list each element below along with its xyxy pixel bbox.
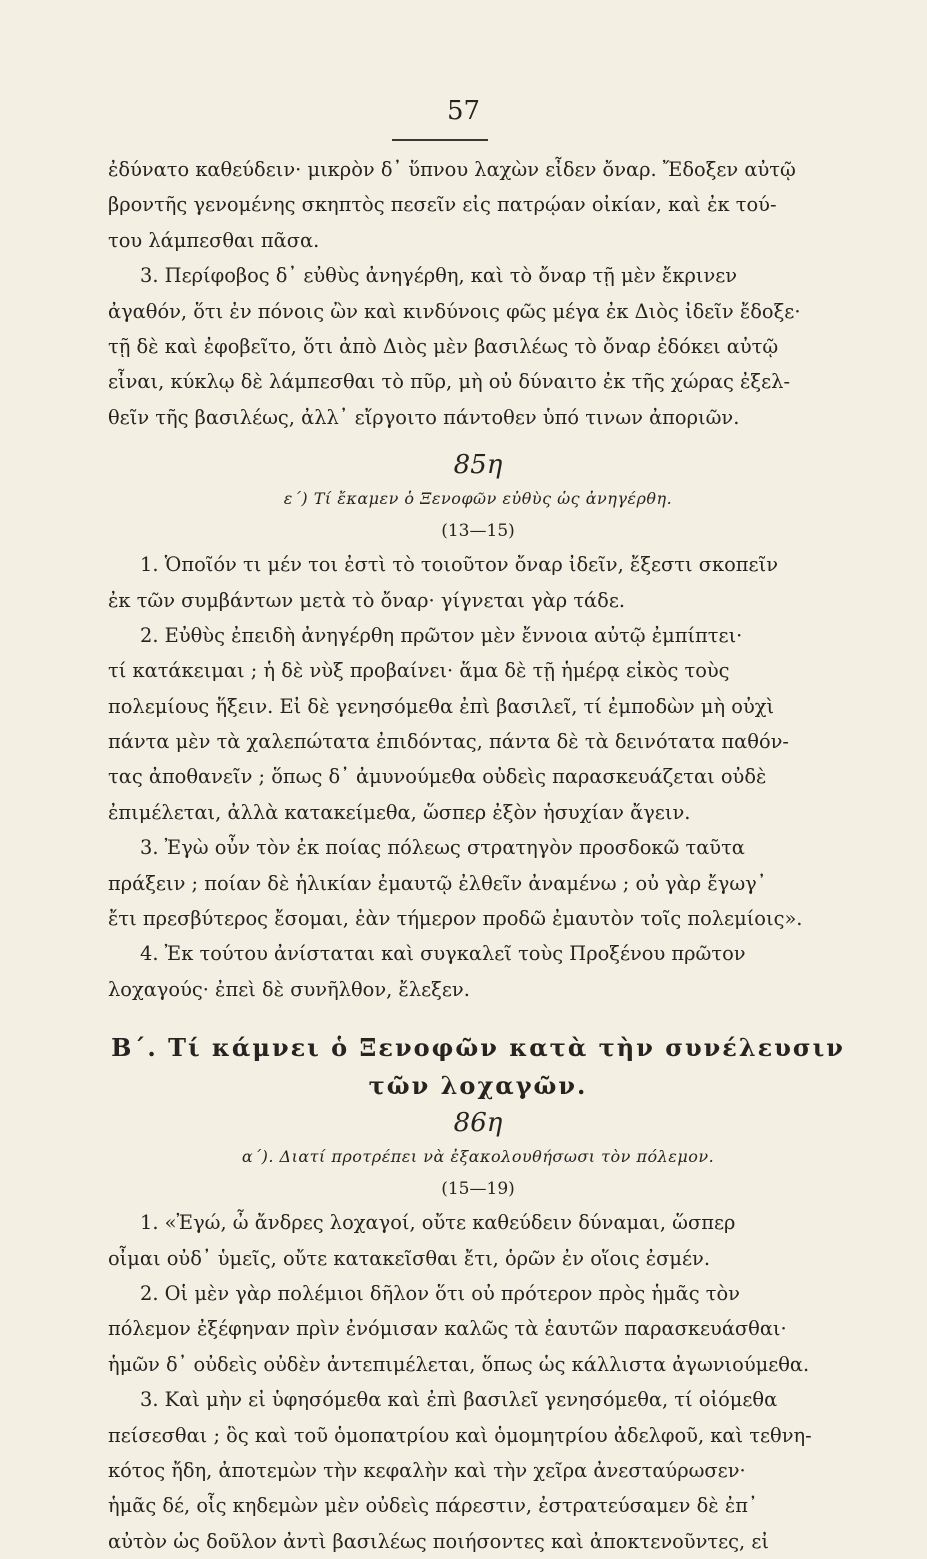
text-line: πόλεμον ἐξέφηναν πρὶν ἐνόμισαν καλῶς τὰ ἑαυτῶν παρασκευάσθαι· xyxy=(108,1317,787,1341)
text-line: ἔτι πρεσβύτερος ἔσομαι, ἐὰν τήμερον προδῶ ἐμαυτὸν τοῖς πολεμίοις». xyxy=(108,907,803,931)
lesson85-paragraph-3 xyxy=(108,830,848,936)
text-line: 3. Ἐγὼ οὖν τὸν ἐκ ποίας πόλεως στρατηγὸν προσδοκῶ ταῦτα xyxy=(140,836,745,860)
text-line: πείσεσθαι ; ὃς καὶ τοῦ ὁμοπατρίου καὶ ὁμομητρίου ἀδελφοῦ, καὶ τεθνη- xyxy=(108,1423,812,1447)
lesson86-paragraph-3 xyxy=(108,1382,848,1559)
text-line: 3. Καὶ μὴν εἰ ὑφησόμεθα καὶ ἐπὶ βασιλεῖ γενησόμεθα, τί οἰόμεθα xyxy=(140,1388,778,1412)
text-line: θεῖν τῆς βασιλέως, ἀλλ᾽ εἴργοιτο πάντοθεν ὑπό τινων ἀποριῶν. xyxy=(108,405,740,429)
text-line: ἡμῶν δ᾽ οὐδεὶς οὐδὲν ἀντεπιμέλεται, ὅπως ὡς κάλλιστα ἀγωνιούμεθα. xyxy=(108,1352,810,1376)
lesson86-paragraph-2 xyxy=(108,1276,848,1382)
lesson85-paragraph-4 xyxy=(108,936,848,1007)
lesson-number-85: 85η xyxy=(453,450,503,481)
lesson-range-85: (13—15) xyxy=(441,521,515,542)
section-heading-line: τῶν λοχαγῶν. xyxy=(368,1071,588,1101)
text-line: του λάμπεσθαι πᾶσα. xyxy=(108,228,320,252)
text-line: οἶμαι οὐδ᾽ ὑμεῖς, οὔτε κατακεῖσθαι ἔτι, ὁρῶν ἐν οἵοις ἐσμέν. xyxy=(108,1246,711,1270)
text-line: 2. Εὐθὺς ἐπειδὴ ἀνηγέρθη πρῶτον μὲν ἔννοια αὐτῷ ἐμπίπτει· xyxy=(140,623,743,647)
text-line: αὐτὸν ὡς δοῦλον ἀντὶ βασιλέως ποιήσοντες καὶ ἀποκτενοῦντες, εἰ xyxy=(108,1529,769,1553)
lesson-subtitle-86: α΄). Διατί προτρέπει νὰ ἐξακολουθήσωσι τὸν πόλεμον. xyxy=(241,1147,715,1167)
text-line: πράξειν ; ποίαν δὲ ἡλικίαν ἐμαυτῷ ἐλθεῖν ἀναμένω ; οὐ γὰρ ἔγωγ᾽ xyxy=(108,871,767,895)
text-line: ἡμᾶς δέ, οἷς κηδεμὼν μὲν οὐδεὶς πάρεστιν, ἐστρατεύσαμεν δὲ ἐπ᾽ xyxy=(108,1494,758,1518)
text-line: λοχαγούς· ἐπεὶ δὲ συνῆλθον, ἔλεξεν. xyxy=(108,977,470,1001)
lesson85-paragraph-2 xyxy=(108,618,848,830)
text-line: ἐκ τῶν συμβάντων μετὰ τὸ ὄναρ· γίγνεται γὰρ τάδε. xyxy=(108,588,626,612)
page-number: 57 xyxy=(446,96,481,126)
text-line: 2. Οἱ μὲν γὰρ πολέμιοι δῆλον ὅτι οὐ πρότερον πρὸς ἡμᾶς τὸν xyxy=(140,1281,740,1305)
header-rule xyxy=(392,139,488,141)
text-line: 1. «Ἐγώ, ὦ ἄνδρες λοχαγοί, οὔτε καθεύδειν δύναμαι, ὥσπερ xyxy=(140,1211,736,1235)
lesson85-paragraph-1 xyxy=(108,547,848,618)
text-line: πάντα μὲν τὰ χαλεπώτατα ἐπιδόντας, πάντα δὲ τὰ δεινότατα παθόν- xyxy=(108,730,789,754)
section-heading-line: Β΄. Τί κάμνει ὁ Ξενοφῶν κατὰ τὴν συνέλευσιν xyxy=(111,1033,845,1063)
text-line: κότος ἤδη, ἀποτεμὼν τὴν κεφαλὴν καὶ τὴν χεῖρα ἀνεσταύρωσεν· xyxy=(108,1458,746,1482)
lesson-range-86: (15—19) xyxy=(441,1179,515,1200)
text-line: εἶναι, κύκλῳ δὲ λάμπεσθαι τὸ πῦρ, μὴ οὐ δύναιτο ἐκ τῆς χώρας ἐξελ- xyxy=(108,370,790,394)
text-line: 3. Περίφοβος δ᾽ εὐθὺς ἀνηγέρθη, καὶ τὸ ὄναρ τῇ μὲν ἔκρινεν xyxy=(140,264,738,288)
text-line: ἐδύνατο καθεύδειν· μικρὸν δ᾽ ὕπνου λαχὼν εἶδεν ὄναρ. Ἔδοξεν αὐτῷ xyxy=(108,158,796,181)
section-heading xyxy=(108,1029,848,1105)
lesson86-paragraph-1 xyxy=(108,1205,848,1276)
text-line: τῇ δὲ καὶ ἐφοβεῖτο, ὅτι ἀπὸ Διὸς μὲν βασιλέως τὸ ὄναρ ἐδόκει αὐτῷ xyxy=(108,334,779,358)
paragraph-intro xyxy=(108,152,848,258)
text-line: 1. Ὁποῖόν τι μέν τοι ἐστὶ τὸ τοιοῦτον ὄναρ ἰδεῖν, ἔξεστι σκοπεῖν xyxy=(140,553,778,577)
lesson-number-86: 86η xyxy=(453,1108,503,1139)
text-line: 4. Ἐκ τούτου ἀνίσταται καὶ συγκαλεῖ τοὺς Προξένου πρῶτον xyxy=(140,942,746,966)
text-line: πολεμίους ἥξειν. Εἰ δὲ γενησόμεθα ἐπὶ βασιλεῖ, τί ἐμποδὼν μὴ οὐχὶ xyxy=(108,694,775,718)
text-line: βροντῆς γενομένης σκηπτὸς πεσεῖν εἰς πατρῴαν οἰκίαν, καὶ ἐκ τού- xyxy=(108,193,777,217)
text-line: τί κατάκειμαι ; ἡ δὲ νὺξ προβαίνει· ἅμα δὲ τῇ ἡμέρᾳ εἰκὸς τοὺς xyxy=(108,659,730,683)
lesson-subtitle-85: ε΄) Τί ἔκαμεν ὁ Ξενοφῶν εὐθὺς ὡς ἀνηγέρθη. xyxy=(283,489,673,509)
page-text xyxy=(108,152,848,1559)
paragraph-3 xyxy=(108,258,848,435)
text-line: ἐπιμέλεται, ἀλλὰ κατακείμεθα, ὥσπερ ἐξὸν ἡσυχίαν ἄγειν. xyxy=(108,800,691,824)
text-line: τας ἀποθανεῖν ; ὅπως δ᾽ ἀμυνούμεθα οὐδεὶς παρασκευάζεται οὐδὲ xyxy=(108,765,767,789)
text-line: ἀγαθόν, ὅτι ἐν πόνοις ὢν καὶ κινδύνοις φῶς μέγα ἐκ Διὸς ἰδεῖν ἔδοξε· xyxy=(108,299,801,323)
